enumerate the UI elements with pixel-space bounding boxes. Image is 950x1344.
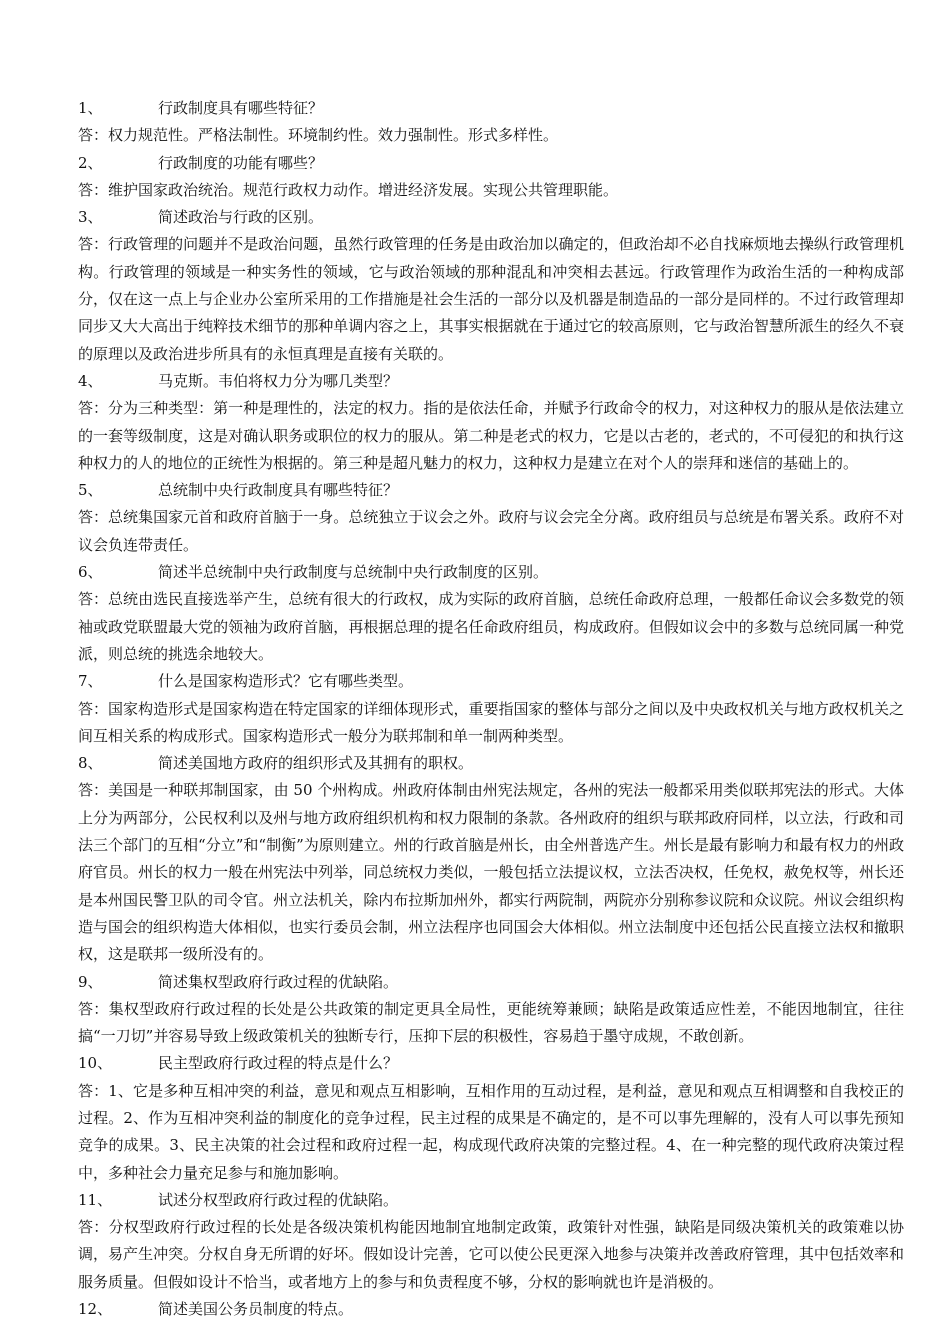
answer-3: 答：行政管理的问题并不是政治问题，虽然行政管理的任务是由政治加以确定的，但政治却不必自找麻烦地去操纵行政管理机构。行政管理的领域是一种实务性的领域，它与政治领域的那种混乱和冲突相去甚远。行政管理作为政治生活的一种构成部分，仅在这一点上与企业办公室所采用的工作措施是社会生活的一部分以及机器是制造品的一部分是同样的。不过行政管理却同步又大大高出于纯粹技术细节的那种单调内容之上，其事实根据就在于通过它的较高原则，它与政治智慧所派生的经久不衰的原理以及政治进步所具有的永恒真理是直接有关联的。: [78, 235, 904, 363]
question-7: [78, 668, 904, 695]
question-10: [78, 1050, 904, 1077]
question-number: 9、: [78, 972, 103, 991]
answer-9: 答：集权型政府行政过程的长处是公共政策的制定更具全局性，更能统筹兼顾；缺陷是政策适应性差，不能因地制宜，往往搞“一刀切”并容易导致上级政策机关的独断专行，压抑下层的积极性，容易趋于墨守成规，不敢创新。: [78, 999, 904, 1046]
question-text: 民主型政府行政过程的特点是什么？: [158, 1054, 399, 1073]
question-6: [78, 559, 904, 586]
answer-1: 答：权力规范性。严格法制性。环境制约性。效力强制性。形式多样性。: [78, 126, 559, 145]
question-number: 1、: [78, 99, 103, 117]
answer-7: 答：国家构造形式是国家构造在特定国家的详细体现形式，重要指国家的整体与部分之间以及中央政权机关与地方政权机关之间互相关系的构成形式。国家构造形式一般分为联邦制和单一制两种类型。: [78, 699, 904, 745]
answer-2: 答：维护国家政治统治。规范行政权力动作。增进经济发展。实现公共管理职能。: [78, 180, 619, 199]
question-number: 12、: [78, 1300, 113, 1319]
question-number: 8、: [78, 754, 103, 773]
question-number: 10、: [78, 1054, 113, 1073]
question-text: 行政制度具有哪些特征？: [158, 99, 324, 117]
question-2: [78, 150, 904, 177]
question-text: 行政制度的功能有哪些？: [158, 153, 324, 172]
question-5: [78, 477, 904, 504]
question-number: 6、: [78, 563, 103, 582]
question-text: 简述政治与行政的区别。: [158, 208, 324, 227]
answer-5: 答：总统集国家元首和政府首脑于一身。总统独立于议会之外。政府与议会完全分离。政府组员与总统是布署关系。政府不对议会负连带责任。: [78, 508, 904, 554]
question-text: 简述美国地方政府的组织形式及其拥有的职权。: [158, 754, 474, 773]
document-page: [78, 95, 904, 1323]
question-text: 马克斯。韦伯将权力分为哪几类型？: [158, 371, 399, 390]
question-number: 4、: [78, 371, 103, 390]
answer-8: 答：美国是一种联邦制国家，由 50 个州构成。州政府体制由州宪法规定，各州的宪法一般都采用类似联邦宪法的形式。大体上分为两部分，公民权利以及州与地方政府组织机构和权力限制的条款。各州政府的组织与联邦政府同样，以立法，行政和司法三个部门的互相“分立”和“制衡”为原则建立。州的行政首脑是州长，由全州普选产生。州长是最有影响力和最有权力的州政府官员。州长的权力一般在州宪法中列举，同总统权力类似，一般包括立法提议权，立法否决权，任免权，赦免权等，州长还是本州国民警卫队的司令官。州立法机关，除内布拉斯加州外，都实行两院制，两院亦分别称参议院和众议院。州议会组织构造与国会的组织构造大体相似，也实行委员会制，州立法程序也同国会大体相似。州立法制度中还包括公民直接立法权和撤职权，这是联邦一级所没有的。: [78, 781, 904, 964]
answer-11: 答：分权型政府行政过程的长处是各级决策机构能因地制宜地制定政策，政策针对性强，缺陷是同级决策机关的政策难以协调，易产生冲突。分权自身无所谓的好坏。假如设计完善，它可以使公民更深入地参与决策并改善政府管理，其中包括效率和服务质量。但假如设计不恰当，或者地方上的参与和负责程度不够，分权的影响就也许是消极的。: [78, 1218, 904, 1291]
question-number: 11、: [78, 1190, 113, 1209]
question-11: [78, 1187, 904, 1214]
question-number: 3、: [78, 208, 103, 227]
question-text: 简述集权型政府行政过程的优缺陷。: [158, 972, 399, 991]
question-text: 试述分权型政府行政过程的优缺陷。: [158, 1190, 399, 1209]
question-text: 简述美国公务员制度的特点。: [158, 1300, 354, 1319]
question-text: 简述半总统制中央行政制度与总统制中央行政制度的区别。: [158, 563, 549, 582]
answer-10: 答：1、它是多种互相冲突的利益，意见和观点互相影响，互相作用的互动过程，是利益，意见和观点互相调整和自我校正的过程。2、作为互相冲突利益的制度化的竞争过程，民主过程的成果是不确定的，是不可以事先理解的，没有人可以事先预知竞争的成果。3、民主决策的社会过程和政府过程一起，构成现代政府决策的完整过程。4、在一种完整的现代政府决策过程中，多种社会力量充足参与和施加影响。: [78, 1081, 904, 1182]
question-number: 7、: [78, 672, 103, 691]
question-text: 什么是国家构造形式？它有哪些类型。: [158, 672, 414, 691]
question-3: [78, 204, 904, 231]
question-8: [78, 750, 904, 777]
answer-4: 答：分为三种类型：第一种是理性的，法定的权力。指的是依法任命，并赋予行政命令的权力，对这种权力的服从是依法建立的一套等级制度，这是对确认职务或职位的权力的服从。第二种是老式的权力，它是以古老的，老式的，不可侵犯的和执行这种权力的人的地位的正统性为根据的。第三种是超凡魅力的权力，这种权力是建立在对个人的崇拜和迷信的基础上的。: [78, 399, 904, 472]
question-12: [78, 1296, 904, 1323]
question-4: [78, 368, 904, 395]
question-number: 2、: [78, 153, 103, 172]
answer-6: 答：总统由选民直接选举产生，总统有很大的行政权，成为实际的政府首脑，总统任命政府总理，一般都任命议会多数党的领袖或政党联盟最大党的领袖为政府首脑，再根据总理的提名任命政府组员，构成政府。但假如议会中的多数与总统同属一种党派，则总统的挑选余地较大。: [78, 590, 904, 663]
question-number: 5、: [78, 481, 103, 500]
question-9: [78, 969, 904, 996]
question-text: 总统制中央行政制度具有哪些特征？: [158, 481, 399, 500]
question-1: [78, 95, 904, 122]
